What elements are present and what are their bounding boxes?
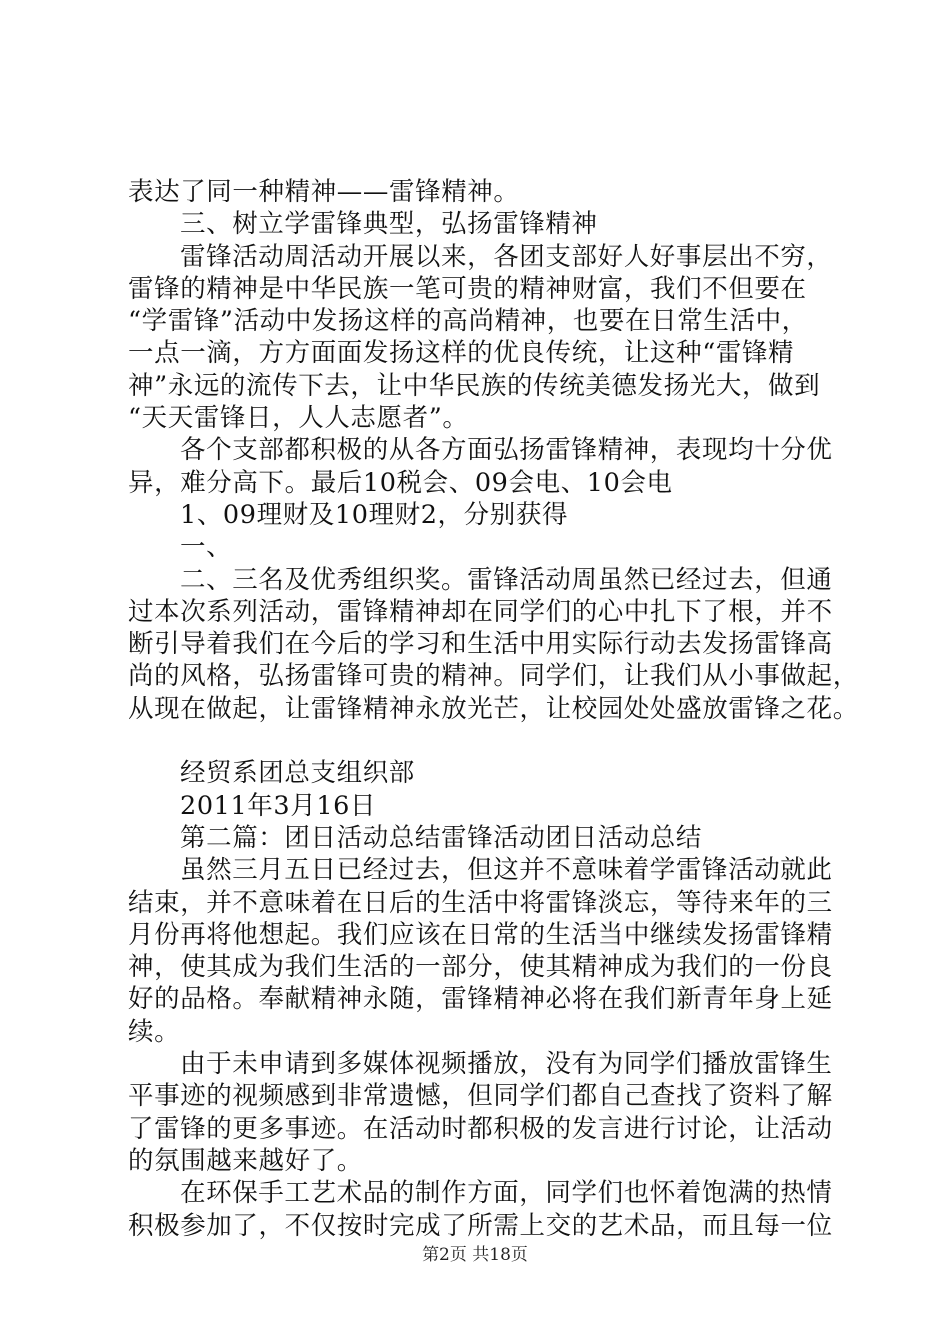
text-line: 在环保手工艺术品的制作方面，同学们也怀着饱满的热情 [180,1178,833,1209]
text-line: “学雷锋”活动中发扬这样的高尚精神，也要在日常生活中， [128,306,808,337]
text-line: 由于未申请到多媒体视频播放，没有为同学们播放雷锋生 [180,1049,833,1080]
text-line: 尚的风格，弘扬雷锋可贵的精神。同学们，让我们从小事做起， [128,661,859,692]
text-line: “天天雷锋日，人人志愿者”。 [128,403,469,434]
text-line: 过本次系列活动，雷锋精神却在同学们的心中扎下了根，并不 [128,596,833,627]
text-line: 续。 [128,1016,181,1047]
document-body [128,176,859,1242]
text-line: 月份再将他想起。我们应该在日常的生活当中继续发扬雷锋精 [128,919,833,950]
text-line: 2011年3月16日 [180,790,377,821]
text-line: 1、09理财及10理财2，分别获得 [180,499,569,530]
blank-line [128,725,838,757]
text-line: 各个支部都积极的从各方面弘扬雷锋精神，表现均十分优 [180,435,833,466]
text-line: 神，使其成为我们生活的一部分，使其精神成为我们的一份良 [128,952,833,983]
text-line: 二、三名及优秀组织奖。雷锋活动周虽然已经过去，但通 [180,564,833,595]
text-line: 一点一滴，方方面面发扬这样的优良传统，让这种“雷锋精 [128,338,795,369]
text-line: 雷锋活动周活动开展以来，各团支部好人好事层出不穷， [180,241,833,272]
text-line: 第二篇：团日活动总结雷锋活动团日活动总结 [180,822,703,853]
text-line: 神”永远的流传下去，让中华民族的传统美德发扬光大，做到 [128,370,821,401]
text-line: 雷锋的精神是中华民族一笔可贵的精神财富，我们不但要在 [128,273,807,304]
text-line: 好的品格。奉献精神永随，雷锋精神必将在我们新青年身上延 [128,984,833,1015]
text-line: 一、 [180,532,233,563]
text-line: 异，难分高下。最后10税会、09会电、10会电 [128,467,673,498]
text-line: 从现在做起，让雷锋精神永放光芒，让校园处处盛放雷锋之花。 [128,693,859,724]
text-line: 三、树立学雷锋典型，弘扬雷锋精神 [180,209,598,240]
page-footer: 第2页 共18页 [422,1245,528,1265]
text-line: 结束，并不意味着在日后的生活中将雷锋淡忘，等待来年的三 [128,887,833,918]
text-line: 了雷锋的更多事迹。在活动时都积极的发言进行讨论，让活动 [128,1113,833,1144]
text-line: 虽然三月五日已经过去，但这并不意味着学雷锋活动就此 [180,855,833,886]
text-line: 断引导着我们在今后的学习和生活中用实际行动去发扬雷锋高 [128,629,833,660]
text-line: 经贸系团总支组织部 [180,758,415,789]
text-line: 平事迹的视频感到非常遗憾，但同学们都自己查找了资料了解 [128,1081,833,1112]
text-line: 表达了同一种精神——雷锋精神。 [128,177,520,207]
text-line: 的氛围越来越好了。 [128,1145,363,1176]
text-line: 积极参加了，不仅按时完成了所需上交的艺术品，而且每一位 [128,1210,833,1241]
